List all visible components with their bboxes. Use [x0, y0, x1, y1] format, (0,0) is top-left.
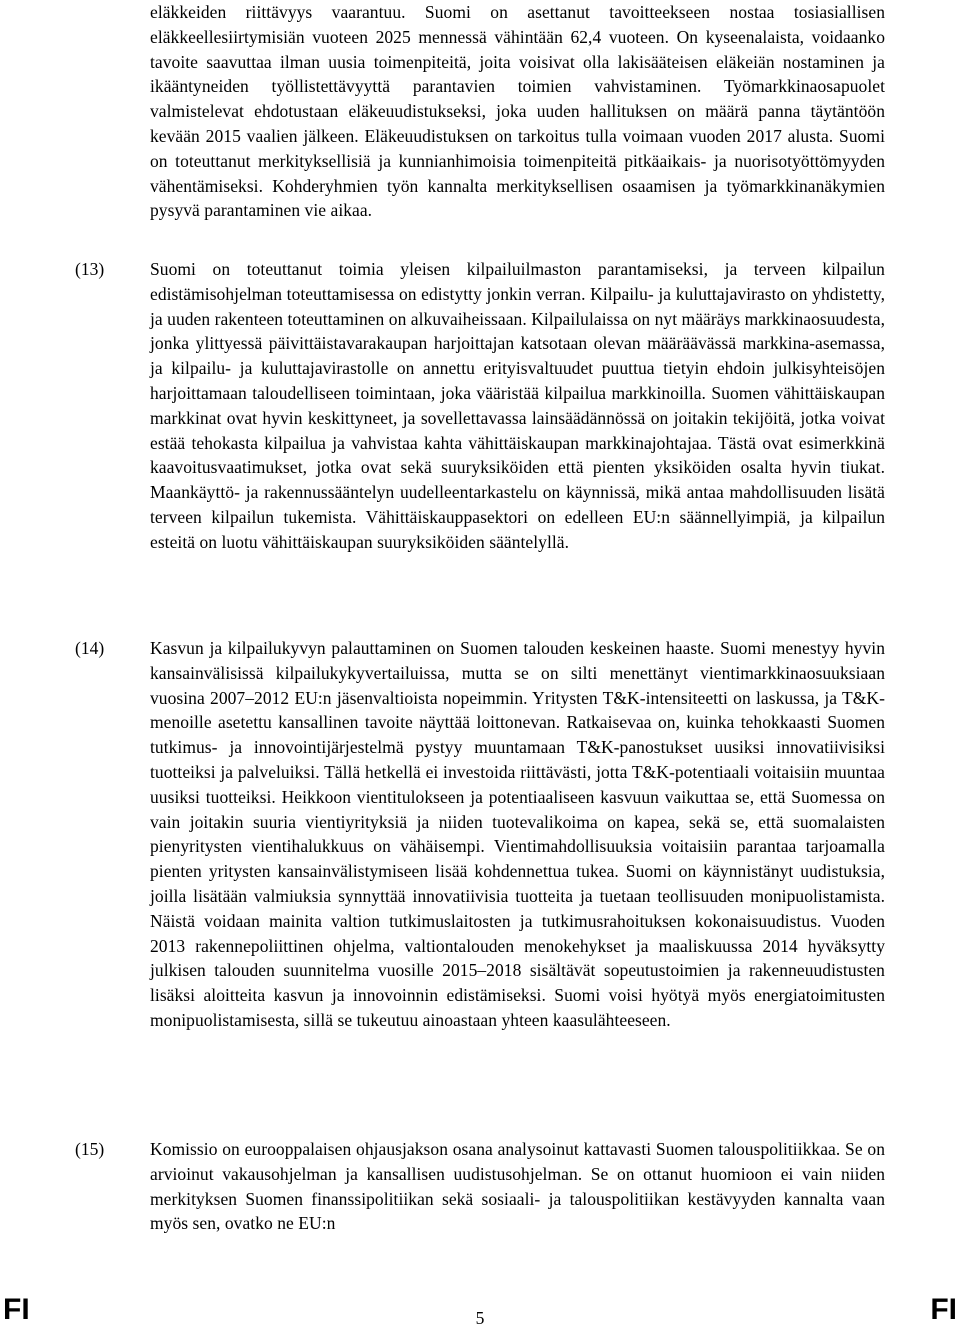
footer-language-left: FI: [3, 1293, 30, 1326]
paragraph-text: eläkkeiden riittävyys vaarantuu. Suomi on asettanut tavoitteekseen nostaa tosiasiallisen eläkkeellesiirtymisiän vuoteen 2025 mennessä vähintään 62,4 vuoteen. On kyseenalaista, voidaanko tavoite saavuttaa ilman uusia toimenpiteitä, joita voisivat olla lakisääteisen eläkeiän nostaminen ja ikääntyneiden työllistettävyyttä parantavien toimien vahvistaminen. Työmarkkinaosapuolet valmistelevat ehdotustaan eläkeuudistukseksi, joka uuden hallituksen on määrä panna täytäntöön kevään 2015 vaalien jälkeen. Eläkeuudistuksen on tarkoitus tulla voimaan vuoden 2017 alusta. Suomi on toteuttanut merkityksellisiä ja kunnianhimoisia toimenpiteitä pitkäaikais- ja nuorisotyöttömyyden vähentämiseksi. Kohderyhmien työn kannalta merkityksellisen osaamisen ja työmarkkinanäkymien pysyvä parantaminen vie aikaa.: [150, 2, 885, 221]
paragraph-number: (15): [75, 1139, 105, 1159]
paragraph-text: Suomi on toteuttanut toimia yleisen kilpailuilmaston parantamiseksi, ja terveen kilpailun edistämisohjelman toteuttamisessa on edistytty jonkin verran. Kilpailu- ja kuluttajavirasto on yhdistetty, ja uuden rakenteen toteuttaminen on alkuvaiheissaan. Kilpailulaissa on nyt määräys markkinaosuudesta, jonka ylittyessä päivittäistavarakaupan harjoittajan katsotaan olevan määräävässä markkina-asemassa, ja kilpailu- ja kuluttajavirastolle on annettu erityisvaltuudet puuttua tietyin ehdoin julkisyhteisöjen harjoittamaan taloudelliseen toimintaan, joka vääristää kilpailua markkinoilla. Suomen vähittäiskaupan markkinat ovat hyvin keskittyneet, ja sovellettavassa lainsäädännössä on joitakin tekijöitä, jotka voivat estää tehokasta kilpailua ja vahvistaa kahta vähittäiskaupan markkinajohtajaa. Tästä ovat esimerkkinä kaavoitusvaatimukset, jotka ovat sekä suuryksiköiden että pienten yksiköiden osalta hyvin tiukat. Maankäyttö- ja rakennussääntelyn uudelleentarkastelu on käynnissä, mikä antaa mahdollisuuden lisätä terveen kilpailun tukemista. Vähittäiskauppasektori on edelleen EU:n säännellyimpiä, ja kilpailun esteitä on luotu vähittäiskaupan suuryksiköiden sääntelyllä.: [150, 259, 885, 552]
paragraph-text: Kasvun ja kilpailukyvyn palauttaminen on Suomen talouden keskeinen haaste. Suomi menestyy hyvin kansainvälisissä kilpailukykyvertailuissa, mutta se on silti menettänyt vientimarkkinaosuuksiaan vuosina 2007–2012 EU:n jäsenvaltioista nopeimmin. Yritysten T&K-intensiteetti on laskussa, ja T&K-menoille asetettu kansallinen tavoite näyttää loittonevan. Ratkaisevaa on, kuinka tehokkaasti Suomen tutkimus- ja innovointijärjestelmä pystyy muuntamaan T&K-panostukset uusiksi innovatiivisiksi tuotteiksi ja palveluiksi. Tällä hetkellä ei investoida riittävästi, jotta T&K-potentiaali voitaisiin muuntaa uusiksi tuotteiksi. Heikkoon vientitulokseen ja potentiaaliseen kasvuun vaikuttaa se, että Suomessa on vain joitakin suuria vientiyrityksiä ja niiden tuotevalikoima on kapea, sekä se, että suomalaisten pienyritysten vientihalukkuus on vähäisempi. Vientimahdollisuuksia voitaisiin parantaa tarjoamalla pienten yritysten kansainvälistymiseen lisää kohdennettua tukea. Suomi on käynnistänyt uudistuksia, joilla lisätään valmiuksia synnyttää innovatiivisia tuotteita ja tuetaan teollisuuden monipuolistamista. Näistä voidaan mainita valtion tutkimuslaitosten ja tutkimusrahoituksen kokonaisuudistus. Vuoden 2013 rakennepoliittinen ohjelma, valtiontalouden menokehykset ja maaliskuussa 2014 hyväksytty julkisen talouden suunnitelma vuosille 2015–2018 sisältävät sopeutustoimien ja rakenneuudistusten lisäksi aloitteita kasvun ja innovoinnin edistämiseksi. Suomi voisi hyötyä myös energiatoimitusten monipuolistamisesta, sillä se tukeutuu ainoastaan yhteen kaasulähteeseen.: [150, 638, 885, 1030]
paragraph-text: Komissio on eurooppalaisen ohjausjakson osana analysoinut kattavasti Suomen talouspolitiikkaa. Se on arvioinut vakausohjelman ja kansallisen uudistusohjelman. Se on ottanut huomioon ei vain niiden merkityksen Suomen finanssipolitiikan sekä sosiaali- ja talouspolitiikan kestävyyden kannalta vaan myös sen, ovatko ne EU:n: [150, 1139, 885, 1234]
page-number: 5: [475, 1308, 485, 1328]
paragraph-number: (14): [75, 638, 105, 658]
footer-language-right: FI: [930, 1293, 957, 1326]
paragraph-number: (13): [75, 259, 105, 279]
